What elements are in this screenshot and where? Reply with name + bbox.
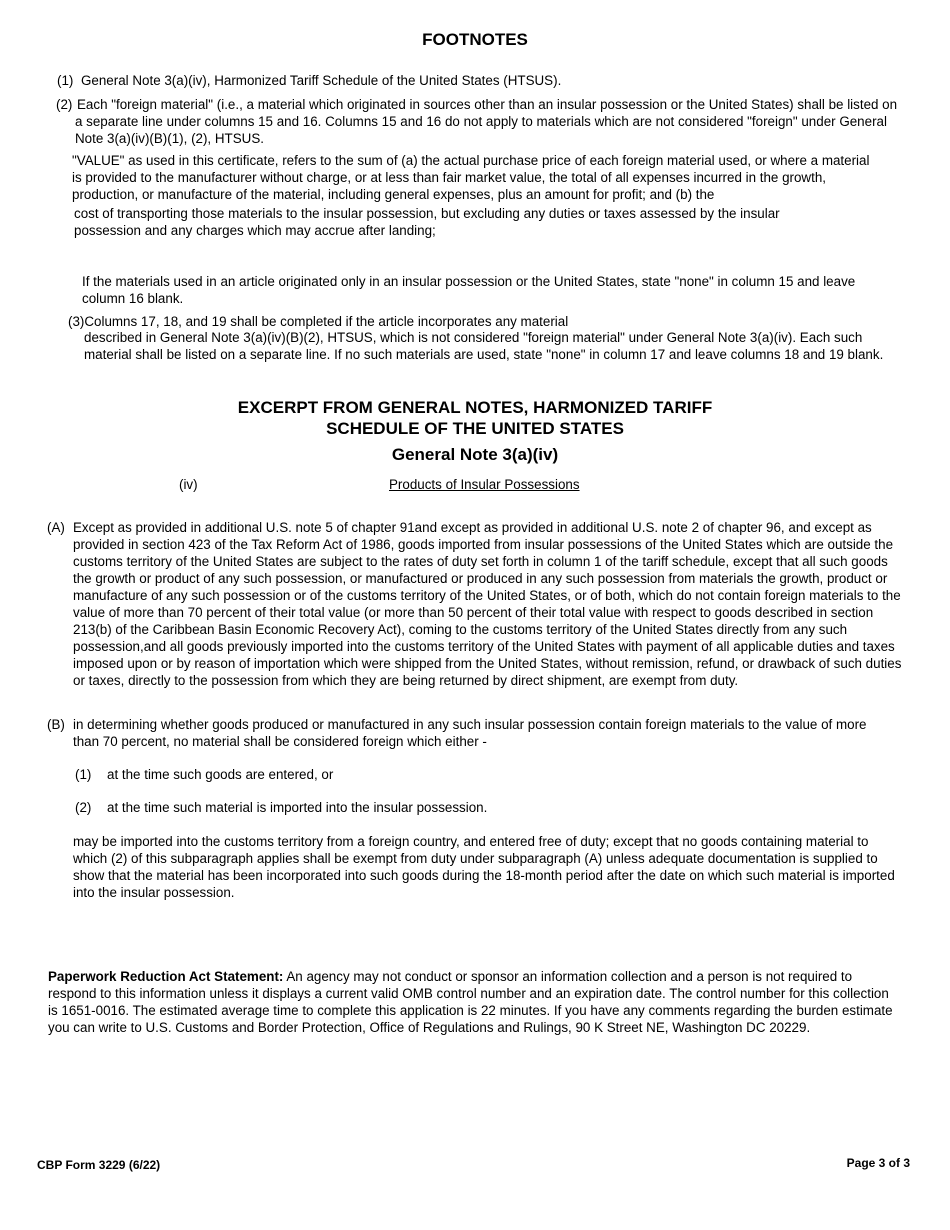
footnote-2-number: (2)	[56, 97, 73, 112]
paperwork-text: An agency may not conduct or sponsor an information collection and a person is not required to respond to this information unless it displays a current valid OMB control number and an expiration date. The control number for this collection is 1651-0016. The estimated average time to complete this application is 22 minutes. If you have any comments regarding the burden estimate you can write to U.S. Customs and Border Protection, Office of Regulations and Rulings, 90 K Street NE, Washington DC 20229.	[48, 969, 893, 1035]
value-definition: "VALUE" as used in this certificate, refers to the sum of (a) the actual purchase price of each foreign material used, or where a material is provided to the manufacturer without charge, or at less than fair market value, the total of all expenses incurred in the growth, production, or manufacture of the material, including general expenses, plus an amount for profit; and (b) the	[72, 153, 870, 202]
iv-label: (iv)	[179, 477, 198, 492]
footnote-3-text: described in General Note 3(a)(iv)(B)(2), HTSUS, which is not considered "foreign material" under General Note 3(a)(iv). Each such material shall be listed on a separate line. If no such materials are used, state "none" in column 17 and leave columns 18 and 19 blank.	[84, 330, 884, 362]
value-definition-continued: cost of transporting those materials to the insular possession, but excluding any duties or taxes assessed by the insular possession and any charges which may accrue after landing;	[74, 206, 780, 238]
section-b-label: (B)	[47, 717, 65, 732]
section-b-item-1-number: (1)	[75, 767, 92, 782]
iv-heading: Products of Insular Possessions	[389, 477, 580, 492]
section-b-closing: may be imported into the customs territory from a foreign country, and entered free of duty; except that no goods containing material to which (2) of this subparagraph applies shall be exempt from duty under subparagraph (A) unless adequate documentation is supplied to show that the material has been incorporated into such goods during the 18-month period after the date on which such material is imported into the insular possession.	[73, 834, 895, 900]
footnotes-title: FOOTNOTES	[422, 30, 528, 49]
excerpt-title-line-1: EXCERPT FROM GENERAL NOTES, HARMONIZED TARIFF	[237, 398, 713, 417]
general-note-title: General Note 3(a)(iv)	[391, 445, 559, 464]
footnote-1-number: (1)	[57, 73, 74, 88]
page-number: Page 3 of 3	[846, 1156, 910, 1170]
section-b-item-2-text: at the time such material is imported into the insular possession.	[107, 800, 488, 815]
none-instruction: If the materials used in an article originated only in an insular possession or the United States, state "none" in column 15 and leave column 16 blank.	[82, 274, 856, 306]
section-b-item-1-text: at the time such goods are entered, or	[107, 767, 334, 782]
excerpt-title-line-2: SCHEDULE OF THE UNITED STATES	[326, 419, 624, 438]
form-number: CBP Form 3229 (6/22)	[37, 1158, 161, 1172]
section-a-label: (A)	[47, 520, 65, 535]
section-b-item-2-number: (2)	[75, 800, 92, 815]
footnote-2-text: Each "foreign material" (i.e., a material which originated in sources other than an insular possession or the United States) shall be listed on a separate line under columns 15 and 16. Columns 15 and 16 do not apply to materials which are not considered "foreign" under General Note 3(a)(iv)(B)(1), (2), HTSUS.	[75, 97, 898, 146]
section-b-text: in determining whether goods produced or manufactured in any such insular possession contain foreign materials to the value of more than 70 percent, no material shall be considered foreign which either -	[73, 717, 867, 749]
footnote-3-first-line: (3)Columns 17, 18, and 19 shall be completed if the article incorporates any material	[68, 314, 569, 329]
section-a-text: Except as provided in additional U.S. note 5 of chapter 91and except as provided in additional U.S. note 2 of chapter 96, and except as provided in section 423 of the Tax Reform Act of 1986, goods imported from insular possessions of the United States which are outside the customs territory of the United States are subject to the rates of duty set forth in column 1 of the tariff schedule, except that all such goods the growth or product of any such possession, or manufactured or produced in any such possession from materials the growth, product or manufacture of any such possession or of the customs territory of the United States, or of both, which do not contain foreign materials to the value of more than 70 percent of their total value (or more than 50 percent of their total value with respect to goods described in section 213(b) of the Caribbean Basin Economic Recovery Act), coming to the customs territory of the United States directly from any such possession,and all goods previously imported into the customs territory of the United States with payment of all applicable duties and taxes imposed upon or by reason of importation which were shipped from the United States, without remission, refund, or drawback of such duties or taxes, directly to the possession from which they are being returned by direct shipment, are exempt from duty.	[73, 520, 902, 688]
paperwork-statement	[48, 968, 898, 1036]
paperwork-label: Paperwork Reduction Act Statement:	[48, 969, 284, 984]
footnote-1-text: General Note 3(a)(iv), Harmonized Tariff Schedule of the United States (HTSUS).	[81, 73, 562, 88]
